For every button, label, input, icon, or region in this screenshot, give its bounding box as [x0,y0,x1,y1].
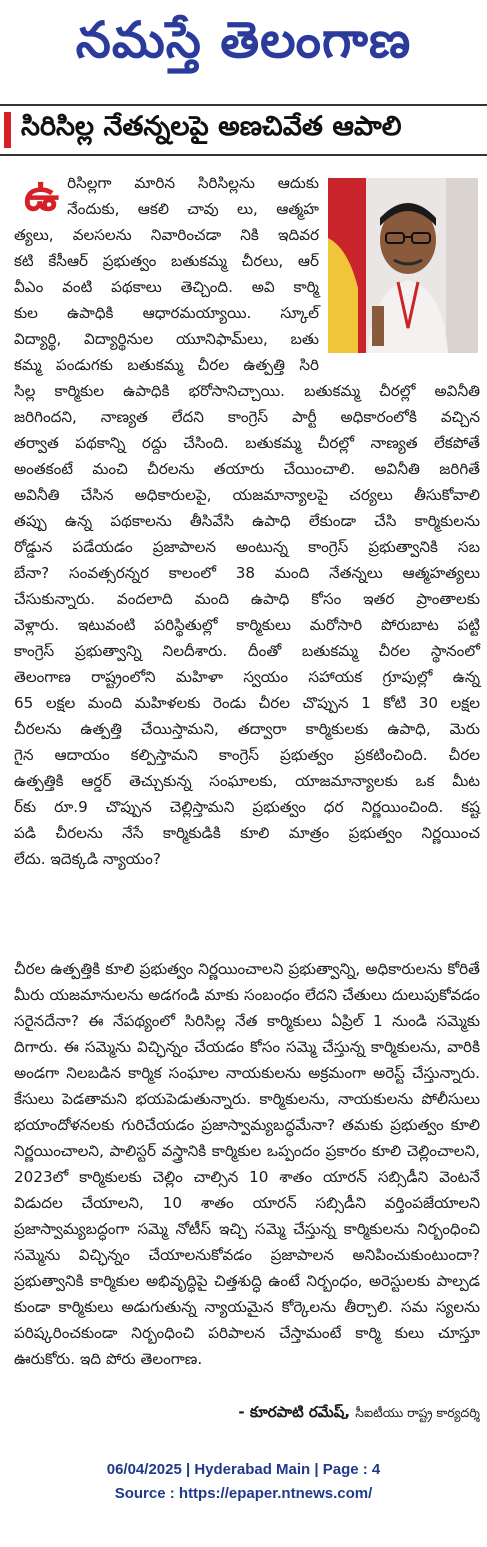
article-paragraph-2: చీరల ఉత్పత్తికి కూలి ప్రభుత్వం నిర్ణయించాలని ప్రభుత్వాన్ని, అధికారులను కోరితే మీరు యజమానులను అడగండి మాకు సంబంధం లేదని చేతులు దులుపుకోవడం సరైనదేనా? ఈ నేపథ్యంలో సిరిసిల్ల నేత కార్మికులు ఏప్రిల్ 1 నుండి సమ్మెకు దిగారు. ఈ సమ్మెను విచ్ఛిన్నం చేయడం కోసం సమ్మె చేస్తున్న కార్మికులను, వారికి అండగా నిలబడిన కార్మిక సంఘాల నాయకులను అక్రమంగా అరెస్ట్ చేస్తున్నారు. కేసులు పెడతామని భయపెడుతున్నారు. కార్మికులను, నాయకులను పోలీసులు భయాందోళనలకు గురిచేయడం ప్రజాస్వామ్యబద్ధమేనా? తమకు ప్రభుత్వం కూలి నిర్ణయించాలని, పాలిస్టర్ వస్త్రానికి కార్మికుల ఒప్పందం ప్రకారం కూలి చెల్లించాలని, 2023లో కార్మికులకు చెల్లిం చాల్సిన 10 శాతం యారన్ సబ్సిడీని వెంటనే విడుదల చేయాలని, 10 శాతం యారన్ సబ్సిడీని వర్తింపజేయాలని ప్రజాస్వామ్యబద్ధంగా సమ్మె నోటీస్ ఇచ్చి సమ్మె చేస్తున్న కార్మికులను నిర్బంధించి సమ్మెను విచ్ఛిన్నం చేయాలనుకోవడం ప్రజాపాలన అనిపించుకుంటుందా? ప్రభుత్వానికి కార్మికుల అభివృద్ధిపై చిత్తశుద్ధి ఉంటే నిర్బంధం, అరెస్టులకు పాల్పడ కుండా కార్మికులు అడుగుతున్న న్యాయమైన కోర్కెలను తీర్చాలి. సమ స్యలను పరిష్కరించకుండా నిర్బంధించి పరిపాలన చేస్తామంటే కార్మి కులు చూస్తూ ఊరుకోరు. ఇది పోరు తెలంగాణ. [14,960,480,1368]
text-line: అవినీతి చేసిన అధికారులపై, యజమాన్యాలపై చర్యలు తీసుకోవాలి [14,486,480,504]
author-name: - కూరపాటి రమేష్, [238,1403,351,1421]
text-line: సిల్ల కార్మికుల ఉపాధికి భరోసానిచ్చాయి. బతుకమ్మ చీరల్లో అవినీతి [14,382,480,400]
dropcap: ఉ [24,170,60,221]
text-line: చీరలను ఉత్పత్తి చేయిస్తామని, తద్వారా కార్మికులకు ఉపాధి, మెరు [14,720,480,738]
text-line: తెలంగాణ రాష్ట్రంలోని మహిళా స్వయం సహాయక గ్రూపుల్లో ఉన్న [14,668,480,686]
text-line: త్యలు, వలసలను నివారించడా నికి ఇదివర [14,226,319,244]
text-line: గైన ఆదాయం కల్పిస్తామని కాంగ్రెస్ ప్రభుత్వం ప్రకటించింది. చీరల [14,746,480,764]
text-line: వీఎం వంటి పథకాలు తెచ్చింది. అవి కార్మి [14,278,319,296]
text-line: నేందుకు, ఆకలి చావు లు, ఆత్మహ [67,200,319,218]
text-line: అంతకంటే మంచి చీరలను తయారు చేయించాలి. అవినీతి జరిగితే [14,460,480,478]
source-link[interactable]: Source : https://epaper.ntnews.com/ [114,1485,373,1502]
text-line: విద్యార్థి, విద్యార్థినుల యూనిఫామ్‌లు, బతు [14,330,319,348]
text-line: ర్‌కు రూ.9 చొప్పున చెల్లిస్తామని ప్రభుత్వం ధర నిర్ణయించింది. కష్ట [14,798,480,816]
text-line: బేనా? సంవత్సరన్నర కాలంలో 38 మంది నేతన్నలు ఆత్మహత్యలు [14,564,480,582]
text-line: తర్వాత పథకాన్ని రద్దు చేసింది. బతుకమ్మ చీరల్లో నాణ్యత లేకపోతే [14,434,480,452]
text-line: చేసుకున్నారు. వందలాది మంది ఉపాధి కోసం ఇతర ప్రాంతాలకు [14,590,480,608]
text-line: పడి చీరలను నేసే కార్మికుడికి కూలి మాత్రం ప్రభుత్వం నిర్ణయించ [14,824,480,842]
text-line: కటి కేసీఆర్ ప్రభుత్వం బతుకమ్మ చీరలు, ఆర్ [14,252,319,270]
headline-text: సిరిసిల్ల నేతన్నలపై అణచివేత ఆపాలి [21,111,402,142]
footer [0,1458,487,1506]
byline [14,1403,480,1425]
edition-info: 06/04/2025 | Hyderabad Main | Page : 4 [106,1461,381,1478]
text-line: 65 లక్షల మంది మహిళలకు రెండు చీరల చొప్పున 1 కోటి 30 లక్షల [14,694,480,712]
text-line: కుల ఉపాధికి ఆధారమయ్యాయి. స్కూల్ [14,304,319,322]
article-paragraph-1 [14,170,480,930]
headline-bar [0,104,487,156]
text-line: ఉత్పత్తికి ఆర్డర్ తెచ్చుకున్న సంఘాలకు, యాజమాన్యాలకు ఒక మీట [14,772,480,790]
text-line: కాంగ్రెస్ ప్రభుత్వాన్ని నిలదీశారు. దీంతో బతుకమ్మ చీరల స్థానంలో [14,642,480,660]
text-line: రిసిల్లగా మారిన సిరిసిల్లను ఆదుకు [67,174,319,192]
masthead [0,0,487,92]
text-line: వెళ్లారు. ఇటువంటి పరిస్థితుల్లో కార్మికులు మరోసారి పోరుబాట పట్టి [14,616,480,634]
text-line: జరిగిందని, నాణ్యత లేదని కాంగ్రెస్ పార్టీ అధికారంలోకి వచ్చిన [14,408,480,426]
text-line: లేదు. ఇదెక్కడి న్యాయం? [14,850,161,868]
text-line: కమ్మ పండుగకు బతుకమ్మ చీరల ఉత్పత్తి సిరి [14,356,319,374]
text-line: రోడ్డున పడేయడం ప్రజాపాలన అంటున్న కాంగ్రెస్ ప్రభుత్వానికి సబ [14,538,480,556]
masthead-title: నమస్తే తెలంగాణ [75,10,412,69]
author-role: సీఐటీయు రాష్ట్ర కార్యదర్శి [355,1405,480,1420]
headline-accent-bar [4,112,11,148]
article-body [14,170,480,1372]
text-line: తప్పు ఉన్న పథకాలను తీసివేసి ఉపాధి లేకుండా చేసి కార్మికులను [14,512,480,530]
